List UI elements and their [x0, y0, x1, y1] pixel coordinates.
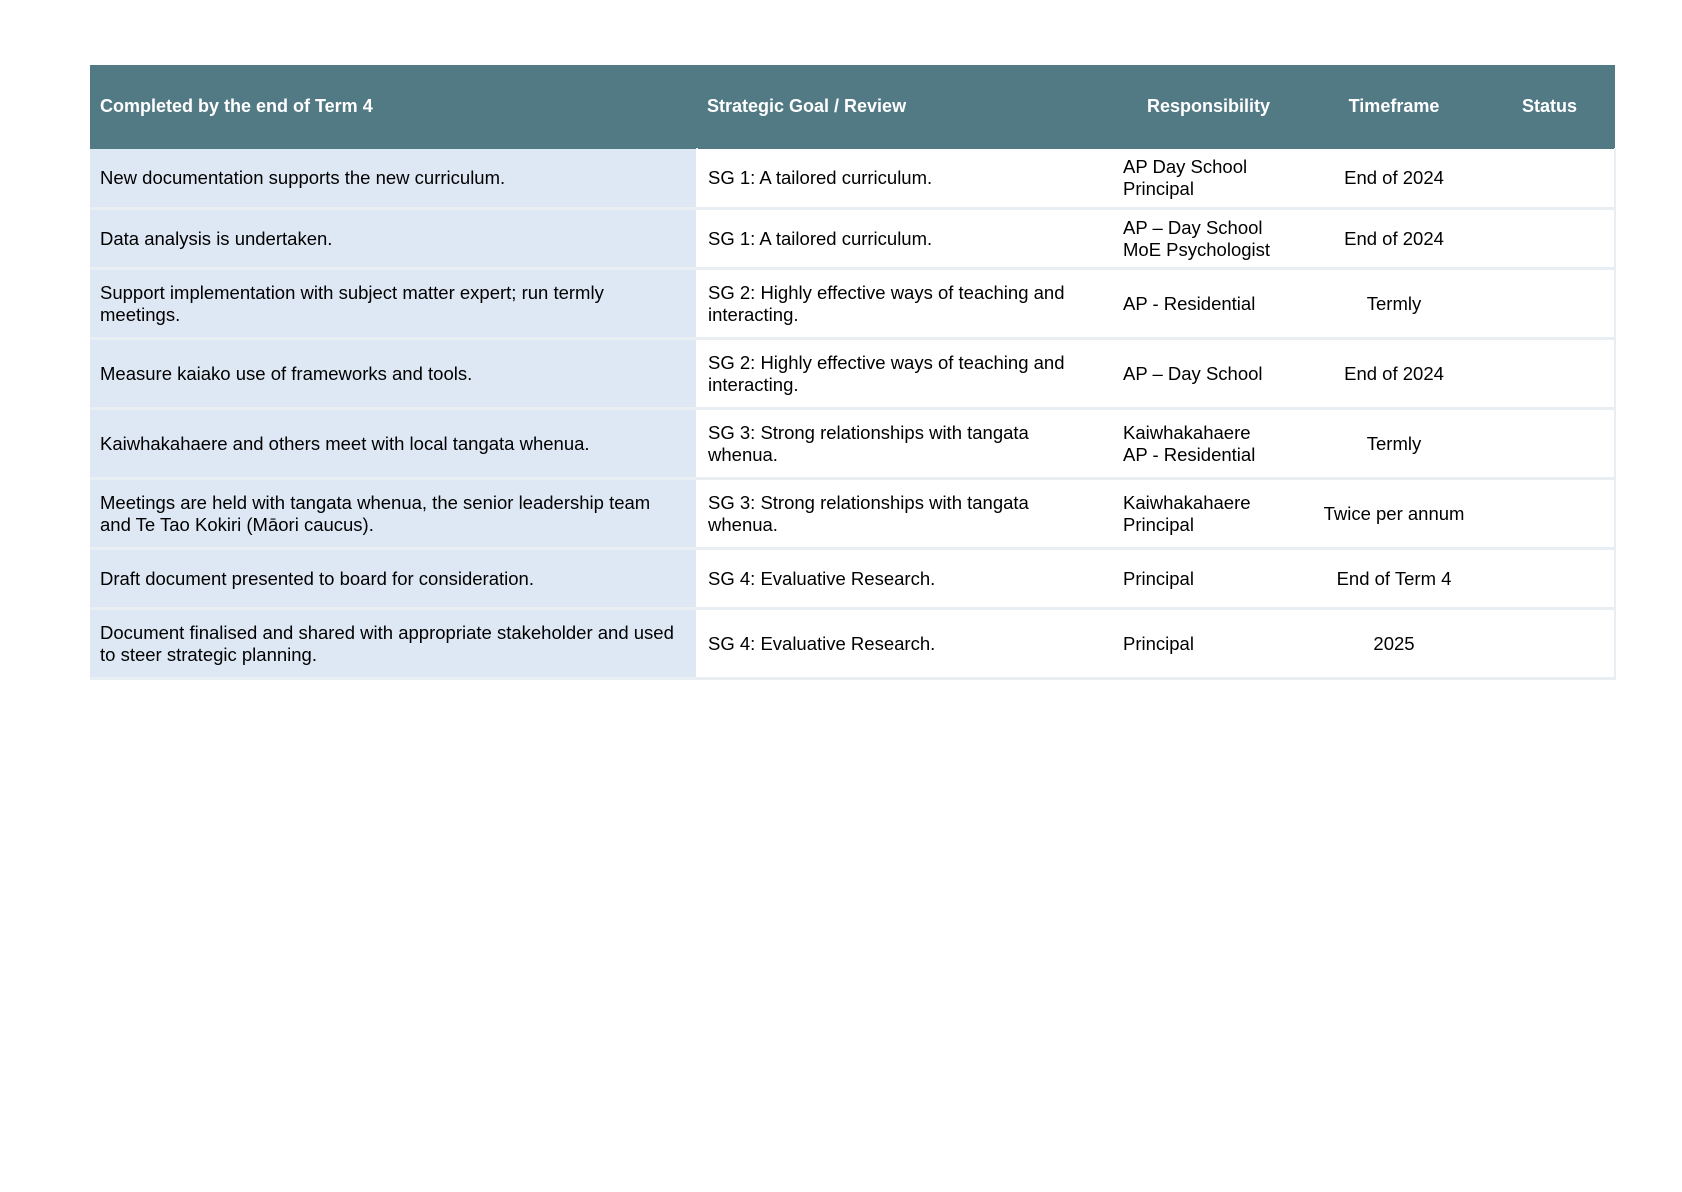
responsibility-cell: Kaiwhakahaere Principal [1113, 479, 1304, 549]
responsibility-cell: AP – Day School MoE Psychologist [1113, 209, 1304, 269]
task-cell: New documentation supports the new curriculum. [90, 149, 697, 209]
task-cell: Document finalised and shared with appropriate stakeholder and used to steer strategic planning. [90, 609, 697, 679]
table-row [90, 339, 1615, 409]
header-responsibility: Responsibility [1113, 65, 1304, 149]
goal-cell: SG 4: Evaluative Research. [697, 549, 1113, 609]
goal-cell: SG 1: A tailored curriculum. [697, 149, 1113, 209]
responsibility-cell: AP – Day School [1113, 339, 1304, 409]
timeframe-cell: Termly [1304, 409, 1484, 479]
task-cell: Kaiwhakahaere and others meet with local tangata whenua. [90, 409, 697, 479]
header-status: Status [1484, 65, 1615, 149]
table-row [90, 549, 1615, 609]
action-plan-table [90, 65, 1616, 680]
header-timeframe: Timeframe [1304, 65, 1484, 149]
goal-cell: SG 2: Highly effective ways of teaching and interacting. [697, 339, 1113, 409]
header-strategic-goal: Strategic Goal / Review [697, 65, 1113, 149]
task-cell: Measure kaiako use of frameworks and tools. [90, 339, 697, 409]
task-cell: Meetings are held with tangata whenua, the senior leadership team and Te Tao Kokiri (Māori caucus). [90, 479, 697, 549]
status-cell [1484, 339, 1615, 409]
goal-cell: SG 3: Strong relationships with tangata whenua. [697, 409, 1113, 479]
table-row [90, 409, 1615, 479]
status-cell [1484, 479, 1615, 549]
goal-cell: SG 1: A tailored curriculum. [697, 209, 1113, 269]
responsibility-cell: Principal [1113, 549, 1304, 609]
goal-cell: SG 4: Evaluative Research. [697, 609, 1113, 679]
timeframe-cell: 2025 [1304, 609, 1484, 679]
status-cell [1484, 609, 1615, 679]
responsibility-cell: AP Day School Principal [1113, 149, 1304, 209]
timeframe-cell: Twice per annum [1304, 479, 1484, 549]
table-row [90, 269, 1615, 339]
responsibility-cell: Principal [1113, 609, 1304, 679]
goal-cell: SG 3: Strong relationships with tangata whenua. [697, 479, 1113, 549]
timeframe-cell: Termly [1304, 269, 1484, 339]
table-header-row [90, 65, 1615, 149]
task-cell: Support implementation with subject matter expert; run termly meetings. [90, 269, 697, 339]
table-row [90, 149, 1615, 209]
responsibility-cell: Kaiwhakahaere AP - Residential [1113, 409, 1304, 479]
timeframe-cell: End of Term 4 [1304, 549, 1484, 609]
task-cell: Data analysis is undertaken. [90, 209, 697, 269]
timeframe-cell: End of 2024 [1304, 149, 1484, 209]
responsibility-cell: AP - Residential [1113, 269, 1304, 339]
table-row [90, 479, 1615, 549]
header-task: Completed by the end of Term 4 [90, 65, 697, 149]
status-cell [1484, 269, 1615, 339]
status-cell [1484, 149, 1615, 209]
status-cell [1484, 209, 1615, 269]
status-cell [1484, 549, 1615, 609]
timeframe-cell: End of 2024 [1304, 339, 1484, 409]
task-cell: Draft document presented to board for consideration. [90, 549, 697, 609]
goal-cell: SG 2: Highly effective ways of teaching and interacting. [697, 269, 1113, 339]
table-row [90, 609, 1615, 679]
timeframe-cell: End of 2024 [1304, 209, 1484, 269]
status-cell [1484, 409, 1615, 479]
table-row [90, 209, 1615, 269]
